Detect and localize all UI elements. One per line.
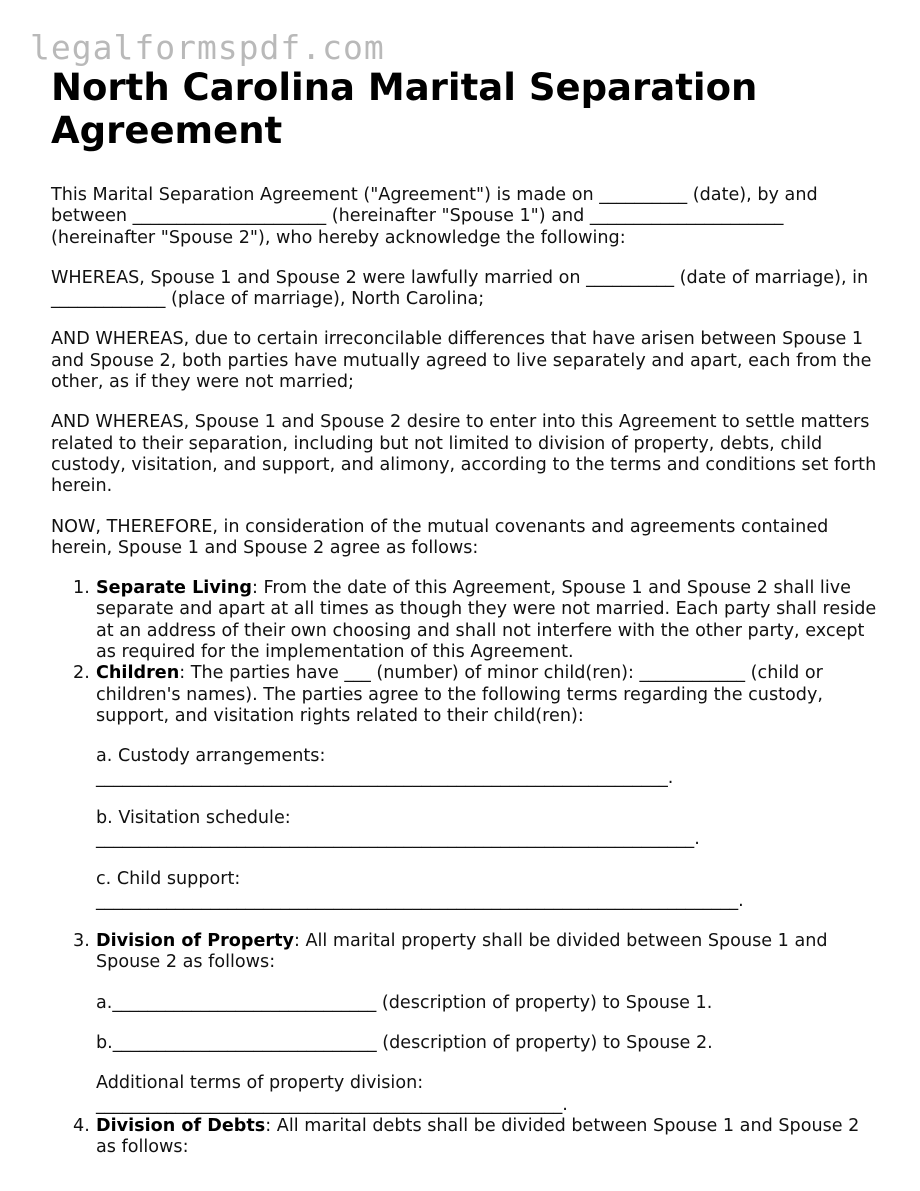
custody-field — [96, 746, 881, 789]
child-support-field — [96, 869, 881, 912]
intro-paragraph: This Marital Separation Agreement ("Agreement") is made on __________ (date), by and between ______________________ (hereinafter "Spouse 1") and ______________________ (hereinafter "Spouse 2"), who hereby acknowledge the following: — [51, 185, 818, 248]
sections-list — [51, 578, 881, 1158]
property-item-b: b.______________________________ (description of property) to Spouse 2. — [96, 1032, 713, 1053]
section-heading: Division of Property — [96, 931, 294, 952]
section-heading: Division of Debts — [96, 1115, 266, 1136]
section-number: 3. — [73, 931, 90, 952]
additional-terms-blank: _____________________________________________________. — [96, 1094, 568, 1115]
section-text: : All marital debts shall be divided between Spouse 1 and Spouse 2 as follows: — [96, 1115, 860, 1158]
property-item-spouse-2 — [96, 1033, 881, 1054]
whereas-marriage-paragraph: WHEREAS, Spouse 1 and Spouse 2 were lawfully married on __________ (date of marriage), in _____________ (place of marriage), North Carolina; — [51, 267, 869, 310]
whereas-differences-paragraph: AND WHEREAS, due to certain irreconcilable differences that have arisen between Spouse 1 and Spouse 2, both parties have mutually agreed to live separately and apart, each from the other, as if they were not married; — [51, 329, 872, 393]
section-number: 1. — [73, 578, 90, 599]
property-item-a: a.______________________________ (description of property) to Spouse 1. — [96, 992, 713, 1013]
section-children — [51, 663, 881, 931]
property-item-spouse-1 — [96, 993, 881, 1014]
section-number: 2. — [73, 663, 90, 684]
watermark: legalformspdf.com — [30, 28, 385, 67]
custody-label: a. Custody arrangements: — [96, 746, 326, 767]
child-support-blank: _________________________________________________________________________. — [96, 890, 744, 911]
therefore-paragraph: NOW, THEREFORE, in consideration of the mutual covenants and agreements contained herein, Spouse 1 and Spouse 2 agree as follows: — [51, 516, 829, 558]
section-heading: Separate Living — [96, 578, 252, 599]
section-number: 4. — [73, 1115, 90, 1136]
section-heading: Children — [96, 663, 180, 684]
section-text: : From the date of this Agreement, Spouse 1 and Spouse 2 shall live separate and apart at all times as though they were not married. Each party shall reside at an address of their own choosing and shall not interfere with the other party, except as required for the implementation of this Agreement. — [96, 578, 877, 663]
section-division-of-property — [51, 931, 881, 1116]
visitation-label: b. Visitation schedule: — [96, 807, 291, 828]
child-support-label: c. Child support: — [96, 869, 241, 890]
visitation-blank: ____________________________________________________________________. — [96, 829, 700, 850]
section-text: : All marital property shall be divided between Spouse 1 and Spouse 2 as follows: — [96, 931, 828, 973]
document-title: North Carolina Marital Separation Agreement — [51, 66, 758, 152]
section-text: : The parties have ___ (number) of minor child(ren): ____________ (child or children's names). The parties agree to the following terms regarding the custody, support, and visitation rights related to their child(ren): — [96, 663, 823, 726]
additional-terms-label: Additional terms of property division: — [96, 1073, 424, 1094]
document-body — [51, 66, 881, 1158]
section-separate-living — [51, 578, 881, 663]
custody-blank: _________________________________________________________________. — [96, 767, 674, 788]
visitation-field — [96, 808, 881, 851]
whereas-settle-paragraph: AND WHEREAS, Spouse 1 and Spouse 2 desire to enter into this Agreement to settle matters related to their separation, including but not limited to division of property, debts, child custody, visitation, and support, and alimony, according to the terms and conditions set forth herein. — [51, 412, 877, 497]
section-division-of-debts — [51, 1116, 881, 1159]
additional-property-terms — [96, 1073, 881, 1116]
